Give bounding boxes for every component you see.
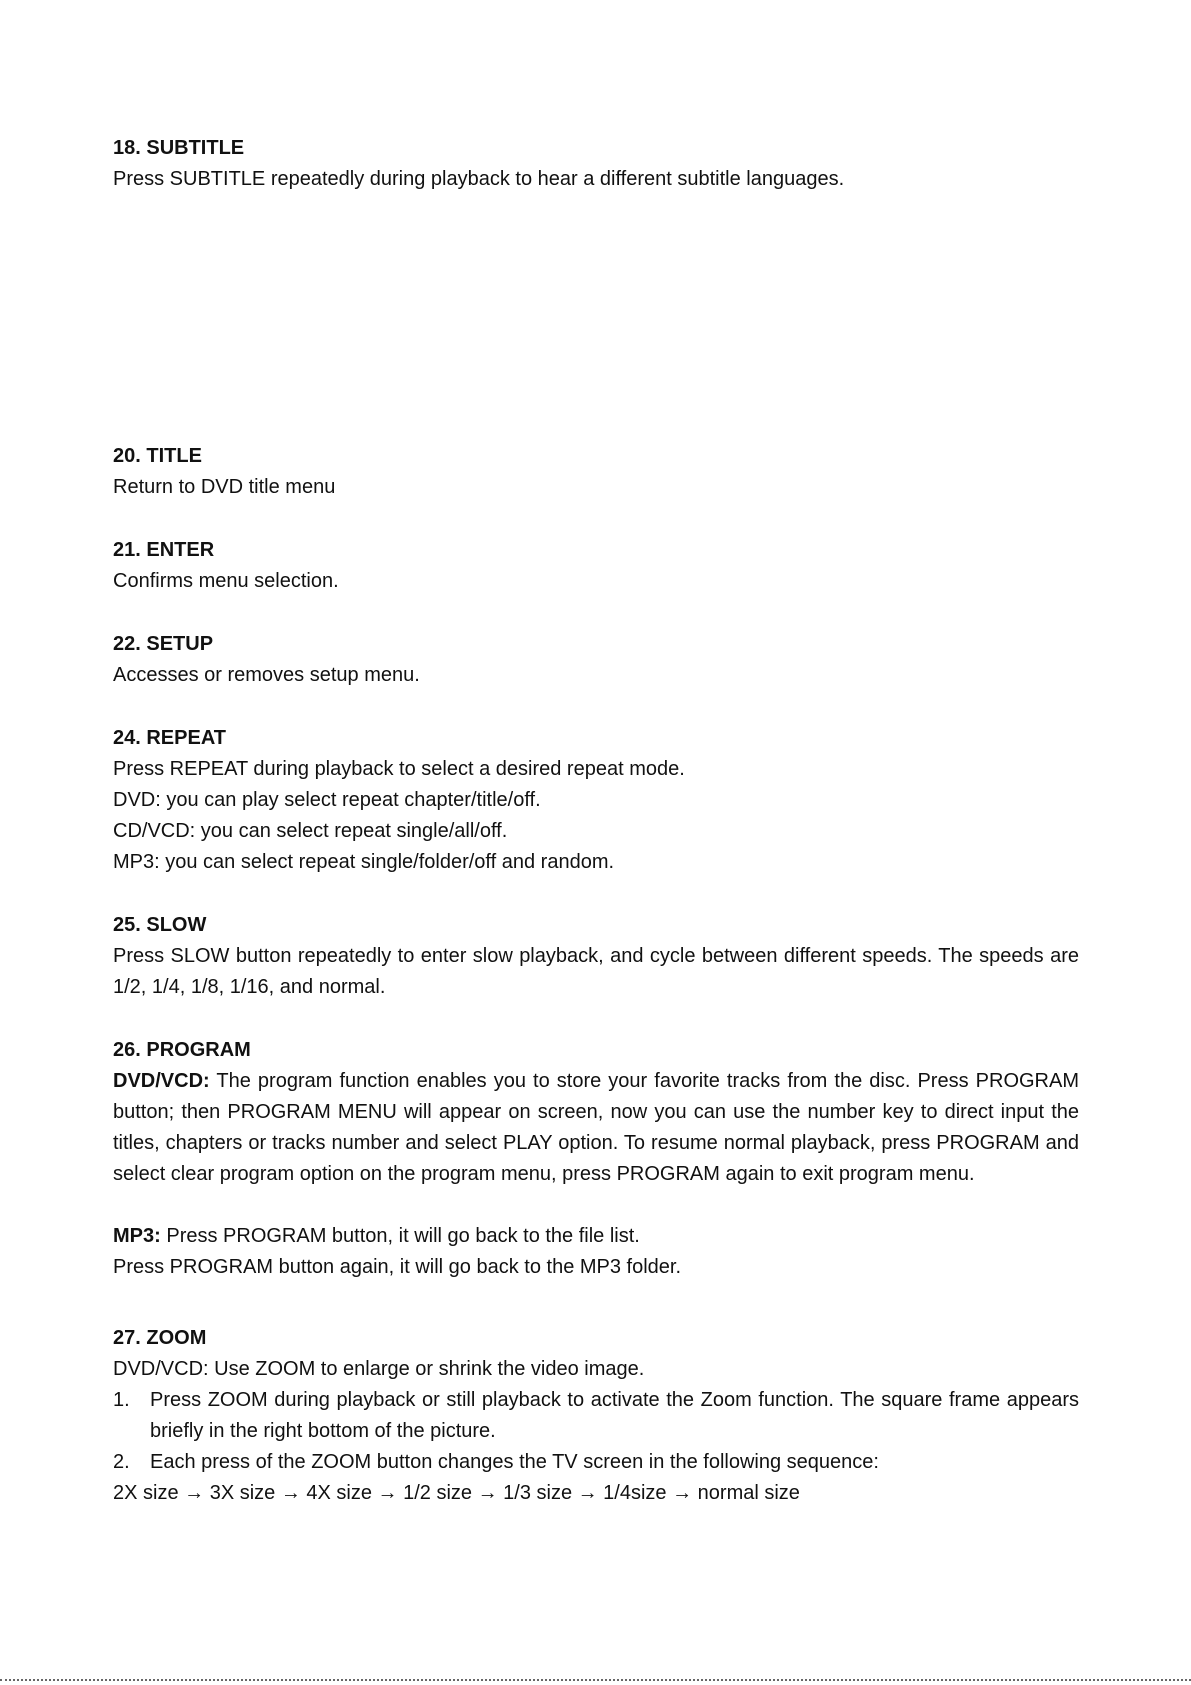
list-text: Each press of the ZOOM button changes the TV screen in the following sequence: — [150, 1451, 879, 1473]
section-body: Press SUBTITLE repeatedly during playback to hear a different subtitle languages. — [113, 168, 845, 190]
repeat-line: Press REPEAT during playback to select a desired repeat mode. — [113, 758, 685, 780]
section-enter — [113, 535, 1079, 597]
program-mp3-paragraph — [113, 1221, 1079, 1252]
section-heading: 22. SETUP — [113, 633, 214, 655]
section-heading: 20. TITLE — [113, 445, 202, 467]
section-heading: 27. ZOOM — [113, 1327, 207, 1349]
page-bottom-divider — [0, 1679, 1191, 1685]
section-body: Accesses or removes setup menu. — [113, 664, 420, 686]
repeat-line: MP3: you can select repeat single/folder/off and random. — [113, 851, 615, 873]
program-dvd-label: DVD/VCD: — [113, 1070, 210, 1092]
section-heading: 25. SLOW — [113, 914, 207, 936]
section-body: Press SLOW button repeatedly to enter slow playback, and cycle between different speeds. The speeds are 1/2, 1/4, 1/8, 1/16, and normal. — [113, 945, 1079, 998]
section-heading: 24. REPEAT — [113, 727, 226, 749]
program-dvd-text: The program function enables you to store your favorite tracks from the disc. Press PROGRAM button; then PROGRAM MENU will appear on screen, now you can use the number key to direct input the titles, chapters or tracks number and select PLAY option. To resume normal playback, press PROGRAM and select clear program option on the program menu, press PROGRAM again to exit program menu. — [113, 1070, 1079, 1185]
repeat-line: CD/VCD: you can select repeat single/all/off. — [113, 820, 508, 842]
program-mp3-line2: Press PROGRAM button again, it will go back to the MP3 folder. — [113, 1256, 682, 1278]
section-slow — [113, 910, 1079, 1003]
section-title — [113, 441, 1079, 503]
list-number: 1. — [113, 1389, 130, 1411]
zoom-list-item — [113, 1385, 1079, 1447]
section-heading: 21. ENTER — [113, 539, 215, 561]
section-zoom — [113, 1323, 1079, 1509]
zoom-list-item — [113, 1447, 1079, 1478]
section-heading: 18. SUBTITLE — [113, 137, 245, 159]
section-body: Return to DVD title menu — [113, 476, 336, 498]
program-dvd-paragraph — [113, 1066, 1079, 1190]
section-repeat — [113, 723, 1079, 878]
zoom-intro: DVD/VCD: Use ZOOM to enlarge or shrink the video image. — [113, 1358, 645, 1380]
repeat-line: DVD: you can play select repeat chapter/title/off. — [113, 789, 541, 811]
section-body: Confirms menu selection. — [113, 570, 339, 592]
section-program — [113, 1035, 1079, 1283]
section-heading: 26. PROGRAM — [113, 1039, 251, 1061]
section-subtitle — [113, 133, 1079, 195]
section-setup — [113, 629, 1079, 691]
program-mp3-label: MP3: — [113, 1225, 161, 1247]
zoom-sequence: 2X size → 3X size → 4X size → 1/2 size → 1/3 size → 1/4size → normal size — [113, 1482, 800, 1504]
list-text: Press ZOOM during playback or still playback to activate the Zoom function. The square frame appears briefly in the right bottom of the picture. — [150, 1389, 1079, 1442]
program-mp3-text: Press PROGRAM button, it will go back to the file list. — [160, 1225, 640, 1247]
list-number: 2. — [113, 1451, 130, 1473]
